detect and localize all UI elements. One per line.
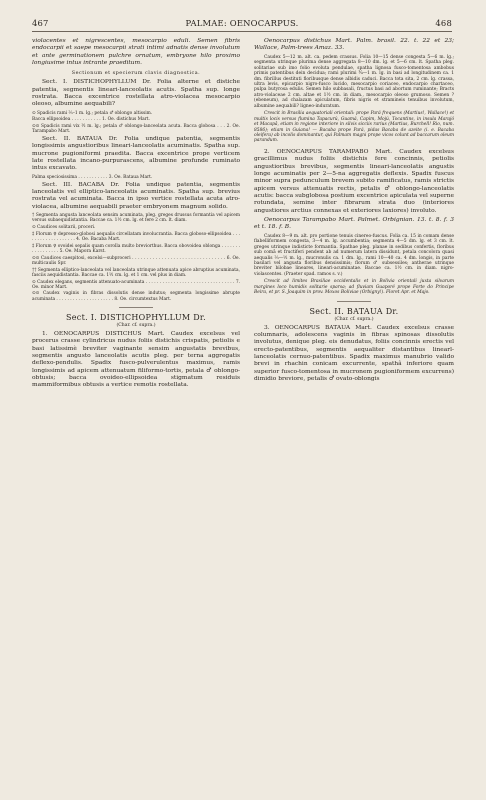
key-entry: Bacca ellipsoidea . . . . . . . . . . . 1. Oe. distichus Mart.	[32, 117, 150, 123]
section-3-diagnosis: Sect. III. BACABA Dr. Folia undique patentia, segmentis lanceolatis vel elliptico-lanceolatis acuminatis. Spatha sup. brevius rostrata vel acuminata. Bacca in ipso vertice rostellata acuta atro-violacea, albumine aequabili praeter embryonem magnum solido.	[32, 181, 240, 210]
left-column	[32, 38, 240, 774]
section-2-diagnosis: Sect. II. BATAUA Dr. Folia undique patentia, segmentis longissimis angustioribus lineari-lanceolatis acuminatis. Spatha sup. mucrone pugioniformi praedita. Bacca excentrice prope verticem late rostellata incano-purpurascens, albumine profunde ruminato intus excavato.	[32, 136, 240, 172]
section-heading: Sect. I. DISTICHOPHYLLUM Dr.	[65, 313, 207, 323]
key-entry: ‡ Florum ♀ depresso-globosi aequalis circellatam involucrantia. Bacca globoso-ellipsoidea . . . . . . . . . . . . . . . . . . . 4. Oe. Bacaba Mart.	[32, 231, 240, 242]
header-rule	[32, 31, 452, 32]
key-entry: ⊙⊙ Caudex vaginis in fibras dissolutis dense indutus; segmenta longissime abrupte acuminata . . . . . . . . . . . . . . . . . . . . . 8. Oe. circumtextus Mart.	[32, 291, 240, 302]
separator-rule	[119, 307, 153, 308]
key-entry: † Segmenta angusta lanceolata sensim acuminata, pleg. greges drussus formantia vel apicem versus subaequidistantia. Baccae ca. 1½ cm. lg. et fere 2 cm. lt. diam.	[32, 212, 240, 224]
species-2-distribution: Crescit ad limites Brasiliae occidentalis et in Bolivia orientali juxta silvarum margines loco humidis solitarie sparsa; ad fluviam Guaporé prope Forte do Principe Beira, et pr. S. Joaquim in prov. Moxos Boliviae (Orbigny!). Floret Apr. et Majo.	[254, 279, 454, 296]
key-heading: Sectionum et specierum clavis diagnostica.	[71, 70, 201, 77]
section-1-diagnosis: Sect. I. DISTICHOPHYLLUM Dr. Folia alterne et distiche patentia, segmentis lineari-lanceolatis acutis. Spatha sup. longe rostrata. Bacca excentrice rostellata atro-violacea mesocarpio oleoso, albumine aequabili?	[32, 79, 240, 108]
running-title: PALMAE: OENOCARPUS.	[185, 18, 299, 28]
running-header	[32, 18, 452, 30]
species-1-details: Caudex 5—12 m. alt. ca. pedem crassus. Folia 10—15 dense congesta 5—6 m. lg.; segmenta utrinque plurima dense aggregata 8—10 dm. lg. et 5—6 cm. lt. Spatha pleg. solitariae sub imo folio evoluta pendulae, spatha lignosa fusco-tomentosa ambobus primis patentibus dein decidua; rami plurimi ¾—1 m. lg. in basi ad longitudinem ca. 1 dm. fibrillus destituti floribusque dense albidis caduci. Bacca tota sita, 2 cm. lg. crassa, ultra levis, epicarpio nigro-fusco lucido, mesocarpio coriaceo, endocarpio chartaceo, pulpa butyrosa edulis. Semen hilo subbasali, fructus basi ad abortum ruminante; Bracts atro-violaceae 2 cm. altae et 1½ cm. in diam., mesocarpio oleoso grumoso. Semen ? (ebeneum), ad chalazam apiculatum, fibris nigris et stramineis tenuibus involutum, albumine aequabili? ligneo-induratum.	[254, 54, 454, 109]
species-2-details: Caudex 8—9 m. alt. pro portione tenuis cinereo-fuscus. Folia ca. 15 in comam dense flabelliformem congesta, 3—4 m. lg. accumbentia; segmenta 4—5 dm. lg. et 3 cm. lt. greges utrinque indisticte formantia. Spathae pleg. planae in sedibus confertis, floribus sub comā et fructiferi pendent ab ad numerum latera dissidunt, petala concolora quasi aequalis ⅔—½ m. lg., mucronulis ca. 1 dm. lg., rami 10—40 ca. 4 dm. longis, in parte basilari vel angusta floribus densissimis; florum ♂ subsessiles; antherae utrinque breviter bilobae lineares, lineari-acuminatae. Baccae ca. 1½ cm. in diam. nigro-violascentes. (Praeter spad. ramos s. v.)	[254, 233, 454, 277]
key-entry: ‡ Florum ♀ ovoidei sepalis quam corolla multo breviorthus. Bacca obovoidea oblonga . . . . . . . . . . . . . . . . . 5. Oe. Mapora Karst.	[32, 243, 240, 254]
key-entry: ⊙ Spadicis rami ⅔–1 m. lg.; petala ♂ oblongo altissim.	[32, 110, 153, 116]
page-number-left: 467	[32, 18, 49, 28]
key-entry: Palma speciosissima . . . . . . . . . . . 3. Oe. Bataua Mart.	[32, 174, 153, 180]
species-1-description: 1. OENOCARPUS DISTICHUS Mart. Caudex excelsus vel procerus crasse cylindricus nudus foliis distichis crispatis, petiolis e basi latissimè breviter vaginante sensim angustatis brevibus, segmentis angusto lanceolatis acutis pleg. per terna aggregatis deflexo-pendulis. Spadix fusco-pulverulentus maximus, ramis longissimis ad apicem attenuatum filiformo-tortis, petala ♂ oblongo-obtusis; bacca ovoideo-ellipsoidea stigmatum residuis mammiformibus obtusis a vertice remotis rostellata.	[32, 331, 240, 389]
species-1-citation: Oenocarpus distichus Mart. Palm. brasil. 22. t. 22 et 23; Wallace, Palm-trees Amaz. 33.	[254, 38, 454, 52]
key-entry: ⊙⊙ Spadicis rami vix ½ m. lg.; petala ♂ oblongo-lanceolata acuta. Bacca globosa . . . 2. Oe. Tarampabo Mart.	[32, 124, 240, 135]
section-heading: Sect. II. BATAUA Dr.	[309, 306, 399, 316]
right-column	[254, 38, 454, 774]
page-number-right: 468	[435, 18, 452, 28]
section-subheading: (Char. cf. supra.)	[334, 316, 374, 322]
separator-rule	[337, 301, 371, 302]
species-2-description: 2. OENOCARPUS TARAMPABO Mart. Caudex excelsus gracillimus nudus foliis distichis fere concinnis, petiolis angustioribus brevibus, segmentis lineari-lanceolatis angustis longe acuminatis per 2—5-na aggregatis deflexis. Spadix fuscus minor supra pedunculum brevem subito ramificatus, ramis strictis apicem versus attenuatis rectis, petalis ♂ oblongo-lanceolatis acutis: bacca subglobosa postium excentrice apiculata vel superne rotundata, semine inter fibrarum strata duo (interiores angustiores arctius connexas et exteriores laxiores) involuto.	[254, 148, 454, 214]
species-1-distribution: Crescit in Brasilia aequatoriali orientali: prope Pará frequens (Martius!, Wallace!) et multis locis versus flumina Tapacurú, Guamá, Capim, Mojú, Tocantins, in insula Marajó et Macapâ, etiam in regione interiore in silvis sicciis rarius (Martius, Burchell! Rio, num. 8586); etiam in Guiana! — Bacaba prope Pará, pidas Bacaba de azeite (i. e. Bacaba oleifera) ab incolis dominantur, qui Palmam magni prope vicos colunt ad baccarum oleum parandum.	[254, 111, 454, 144]
species-3-description: 3. OENOCARPUS BATAUA Mart. Caudex excelsus crasse columnaris, adolescens vaginis in fibras spinosas dissolutis involutus, denique pleg. eis denudatus, foliis concinnis erectis vel erecto-patentibus, segmentis aequaliter distantibus linearl-lanceolatis cernuo-patentibus. Spadix maximus manubrio valido brevi in rhachin conicam excurrente, spathâ inferiore quam superior fusco-tomentosa in mucronem pugioniformem excurrens) dimidio breviore, petalis ♂ ovato-oblongis	[254, 324, 454, 383]
key-entry: †† Segmenta elliptico-lanceolata vel lanceolata utrinque attenuata apice abruptius acuminata, fasciis aequidistantia. Baccae ca. 1½ cm. lg. et 1 cm. vel plus in diam.	[32, 267, 240, 278]
section-subheading: (Char. cf. supra.)	[116, 323, 156, 329]
key-entry: ⊙⊙ Caudices caespitosi, excelsi—subproceri . . . . . . . . . . . . . . . . . . . . . . . . . . . . . . . . 6. Oe. multicaulis Spr.	[32, 255, 240, 266]
key-entry: ⊙ Caudices solitarii, proceri.	[32, 224, 96, 230]
species-2-citation: Oenocarpus Tarampabo Mart. Palmet. Orbignian. 13. t. 8. f. 3 et t. 18. f. B.	[254, 217, 454, 231]
intro-paragraph: violacentes et nigrescentes, mesocarpio eduli. Semen fibris endocarpii et saepe mesocarpii strati intimi adnatis dense involutum et ante germinationem pulchre ornatum, embryone hilo proximo longiusime intus intrante praeditum.	[32, 38, 240, 67]
key-entry: ⊙ Caudex elegans, segmentis attenuato-acuminata . . . . . . . . . . . . . . . . . . . . . . . . . . . . . . . . 7. Oe. minor Mart.	[32, 279, 240, 290]
